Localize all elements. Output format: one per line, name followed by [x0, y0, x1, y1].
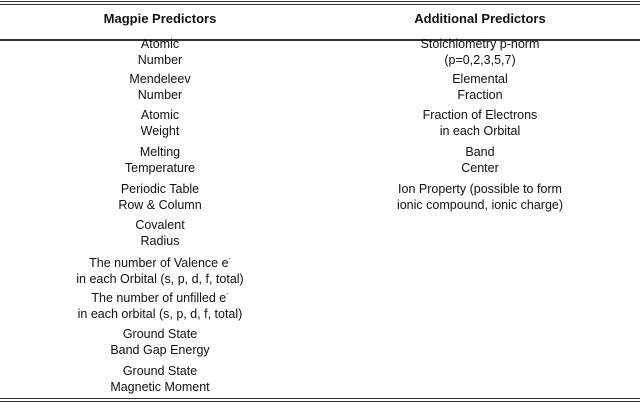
table-cell-magpie — [0, 181, 320, 213]
cell-line-2: Fraction — [457, 88, 503, 102]
cell-line-1 — [0, 326, 320, 342]
cell-line-2: Number — [137, 88, 183, 102]
cell-text: Ion Property (possible to form — [398, 182, 562, 196]
cell-line-1 — [0, 290, 320, 306]
cell-line-1 — [0, 144, 320, 160]
table-cell-additional — [320, 36, 640, 68]
bottom-rule — [0, 398, 640, 399]
cell-line-2: ionic compound, ionic charge) — [396, 198, 564, 212]
cell-line-1 — [320, 71, 640, 87]
superscript-minus: - — [228, 256, 231, 263]
cell-line-1 — [0, 107, 320, 123]
cell-line-1 — [320, 144, 640, 160]
cell-line-2: in each Orbital (s, p, d, f, total) — [76, 272, 244, 286]
cell-text: Atomic — [140, 37, 180, 51]
cell-line-2: Temperature — [124, 161, 196, 175]
cell-line-1 — [0, 217, 320, 233]
superscript-minus: - — [226, 291, 229, 298]
table-cell-additional — [320, 181, 640, 213]
cell-line-2: Row & Column — [118, 198, 202, 212]
cell-text: The number of unfilled e — [91, 291, 227, 305]
table-cell-magpie — [0, 144, 320, 176]
table-cell-additional — [320, 107, 640, 139]
cell-text: Periodic Table — [120, 182, 200, 196]
top-rule-inner — [0, 4, 640, 5]
cell-text: The number of Valence e — [89, 256, 229, 270]
table-cell-magpie — [0, 71, 320, 103]
cell-line-1 — [0, 363, 320, 379]
table-cell-magpie — [0, 217, 320, 249]
cell-text: Stoichiometry p-norm — [420, 37, 540, 51]
cell-line-2: Magnetic Moment — [110, 380, 210, 394]
cell-line-2: Center — [461, 161, 499, 175]
cell-line-2: Number — [137, 53, 183, 67]
cell-text: Mendeleev — [129, 72, 191, 86]
top-rule — [0, 1, 640, 2]
table-cell-additional — [320, 71, 640, 103]
table-cell-magpie — [0, 363, 320, 395]
bottom-rule-inner — [0, 401, 640, 402]
cell-line-1 — [320, 107, 640, 123]
cell-line-2: Weight — [140, 124, 180, 138]
cell-line-1 — [0, 181, 320, 197]
cell-line-2: Band Gap Energy — [110, 343, 210, 357]
cell-line-1 — [320, 36, 640, 52]
cell-text: Elemental — [452, 72, 508, 86]
cell-text: Covalent — [135, 218, 185, 232]
cell-text: Fraction of Electrons — [422, 108, 538, 122]
cell-line-1 — [0, 255, 320, 271]
table-cell-magpie — [0, 326, 320, 358]
cell-line-2: in each Orbital — [439, 124, 521, 138]
header-magpie: Magpie Predictors — [103, 11, 217, 26]
cell-text: Band — [465, 145, 495, 159]
table-cell-magpie — [0, 36, 320, 68]
cell-text: Melting — [139, 145, 181, 159]
cell-line-1 — [0, 71, 320, 87]
cell-line-1 — [320, 181, 640, 197]
cell-text: Ground State — [122, 364, 198, 378]
cell-line-2: (p=0,2,3,5,7) — [444, 53, 516, 67]
cell-line-2: Radius — [140, 234, 180, 248]
table-cell-magpie — [0, 290, 320, 322]
table-cell-additional — [320, 144, 640, 176]
table-cell-magpie — [0, 255, 320, 287]
header-additional: Additional Predictors — [414, 11, 546, 26]
cell-line-1 — [0, 36, 320, 52]
cell-text: Atomic — [140, 108, 180, 122]
table-cell-magpie — [0, 107, 320, 139]
cell-text: Ground State — [122, 327, 198, 341]
cell-line-2: in each orbital (s, p, d, f, total) — [77, 307, 243, 321]
